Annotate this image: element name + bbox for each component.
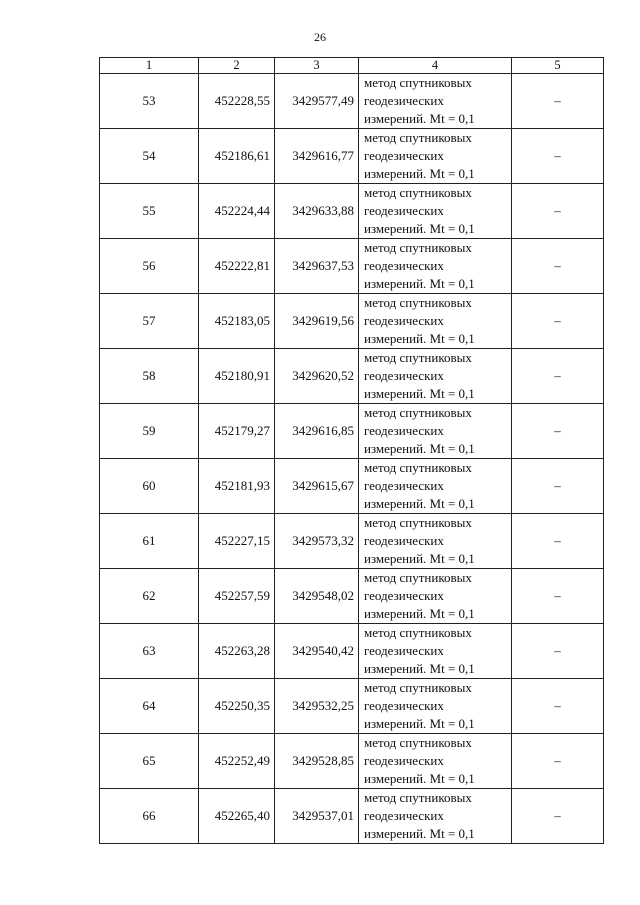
method-cell [359,789,512,844]
method-cell [359,404,512,459]
method-line: метод спутниковых [364,790,472,805]
method-line: измерений. Mt = 0,1 [364,496,475,511]
note-cell: – [512,789,604,844]
method-line: метод спутниковых [364,460,472,475]
method-line: измерений. Mt = 0,1 [364,551,475,566]
note-cell: – [512,679,604,734]
method-cell [359,129,512,184]
point-number-cell: 57 [100,294,199,349]
note-cell: – [512,239,604,294]
y-coordinate-cell: 3429616,77 [275,129,359,184]
table-row [100,624,604,679]
point-number-cell: 62 [100,569,199,624]
table-header-row [100,58,604,74]
page-number: 26 [314,30,326,44]
point-number-cell: 54 [100,129,199,184]
y-coordinate-cell: 3429577,49 [275,74,359,129]
method-cell [359,294,512,349]
method-line: геодезических [364,478,444,493]
point-number-cell: 66 [100,789,199,844]
y-coordinate-cell: 3429620,52 [275,349,359,404]
table-row [100,569,604,624]
note-cell: – [512,624,604,679]
y-coordinate-cell: 3429532,25 [275,679,359,734]
x-coordinate-cell: 452252,49 [199,734,275,789]
method-line: геодезических [364,643,444,658]
method-line: метод спутниковых [364,735,472,750]
point-number-cell: 60 [100,459,199,514]
method-cell [359,349,512,404]
method-line: геодезических [364,93,444,108]
method-line: метод спутниковых [364,405,472,420]
method-line: метод спутниковых [364,680,472,695]
method-line: геодезических [364,368,444,383]
point-number-cell: 59 [100,404,199,459]
method-line: геодезических [364,533,444,548]
note-cell: – [512,294,604,349]
y-coordinate-cell: 3429540,42 [275,624,359,679]
method-line: геодезических [364,588,444,603]
method-line: метод спутниковых [364,625,472,640]
x-coordinate-cell: 452179,27 [199,404,275,459]
x-coordinate-cell: 452228,55 [199,74,275,129]
table-row [100,404,604,459]
method-line: геодезических [364,808,444,823]
method-line: геодезических [364,258,444,273]
method-cell [359,184,512,239]
note-cell: – [512,184,604,239]
x-coordinate-cell: 452227,15 [199,514,275,569]
y-coordinate-cell: 3429528,85 [275,734,359,789]
point-number-cell: 58 [100,349,199,404]
method-line: метод спутниковых [364,130,472,145]
point-number-cell: 64 [100,679,199,734]
header-cell-2: 2 [199,58,275,74]
header-cell-3: 3 [275,58,359,74]
method-cell [359,74,512,129]
method-line: метод спутниковых [364,515,472,530]
method-line: метод спутниковых [364,570,472,585]
table-row [100,129,604,184]
table-row [100,349,604,404]
y-coordinate-cell: 3429633,88 [275,184,359,239]
method-line: измерений. Mt = 0,1 [364,606,475,621]
table-row [100,679,604,734]
x-coordinate-cell: 452186,61 [199,129,275,184]
y-coordinate-cell: 3429637,53 [275,239,359,294]
method-cell [359,624,512,679]
note-cell: – [512,569,604,624]
x-coordinate-cell: 452180,91 [199,349,275,404]
point-number-cell: 56 [100,239,199,294]
method-cell [359,459,512,514]
method-line: измерений. Mt = 0,1 [364,661,475,676]
table-row [100,459,604,514]
method-line: геодезических [364,148,444,163]
method-line: метод спутниковых [364,295,472,310]
method-cell [359,734,512,789]
method-line: измерений. Mt = 0,1 [364,331,475,346]
method-line: геодезических [364,203,444,218]
table-row [100,734,604,789]
method-line: метод спутниковых [364,350,472,365]
method-cell [359,679,512,734]
method-cell [359,514,512,569]
note-cell: – [512,349,604,404]
y-coordinate-cell: 3429548,02 [275,569,359,624]
method-line: геодезических [364,423,444,438]
note-cell: – [512,459,604,514]
note-cell: – [512,734,604,789]
header-cell-1: 1 [100,58,199,74]
x-coordinate-cell: 452257,59 [199,569,275,624]
table-row [100,514,604,569]
note-cell: – [512,404,604,459]
method-line: измерений. Mt = 0,1 [364,166,475,181]
method-line: геодезических [364,698,444,713]
x-coordinate-cell: 452250,35 [199,679,275,734]
method-cell [359,239,512,294]
x-coordinate-cell: 452265,40 [199,789,275,844]
table-row [100,294,604,349]
y-coordinate-cell: 3429615,67 [275,459,359,514]
method-line: измерений. Mt = 0,1 [364,221,475,236]
method-line: измерений. Mt = 0,1 [364,386,475,401]
method-line: измерений. Mt = 0,1 [364,716,475,731]
x-coordinate-cell: 452224,44 [199,184,275,239]
table-row [100,789,604,844]
method-cell [359,569,512,624]
coordinates-table [99,57,604,844]
x-coordinate-cell: 452181,93 [199,459,275,514]
method-line: метод спутниковых [364,185,472,200]
y-coordinate-cell: 3429619,56 [275,294,359,349]
y-coordinate-cell: 3429616,85 [275,404,359,459]
x-coordinate-cell: 452222,81 [199,239,275,294]
point-number-cell: 55 [100,184,199,239]
x-coordinate-cell: 452263,28 [199,624,275,679]
method-line: метод спутниковых [364,240,472,255]
note-cell: – [512,129,604,184]
method-line: измерений. Mt = 0,1 [364,111,475,126]
method-line: геодезических [364,753,444,768]
table-row [100,74,604,129]
method-line: геодезических [364,313,444,328]
method-line: измерений. Mt = 0,1 [364,276,475,291]
point-number-cell: 65 [100,734,199,789]
method-line: метод спутниковых [364,75,472,90]
header-cell-4: 4 [359,58,512,74]
y-coordinate-cell: 3429573,32 [275,514,359,569]
point-number-cell: 63 [100,624,199,679]
header-cell-5: 5 [512,58,604,74]
x-coordinate-cell: 452183,05 [199,294,275,349]
method-line: измерений. Mt = 0,1 [364,771,475,786]
y-coordinate-cell: 3429537,01 [275,789,359,844]
point-number-cell: 61 [100,514,199,569]
method-line: измерений. Mt = 0,1 [364,441,475,456]
table-body [100,58,604,844]
method-line: измерений. Mt = 0,1 [364,826,475,841]
note-cell: – [512,514,604,569]
point-number-cell: 53 [100,74,199,129]
table-row [100,239,604,294]
table-row [100,184,604,239]
note-cell: – [512,74,604,129]
